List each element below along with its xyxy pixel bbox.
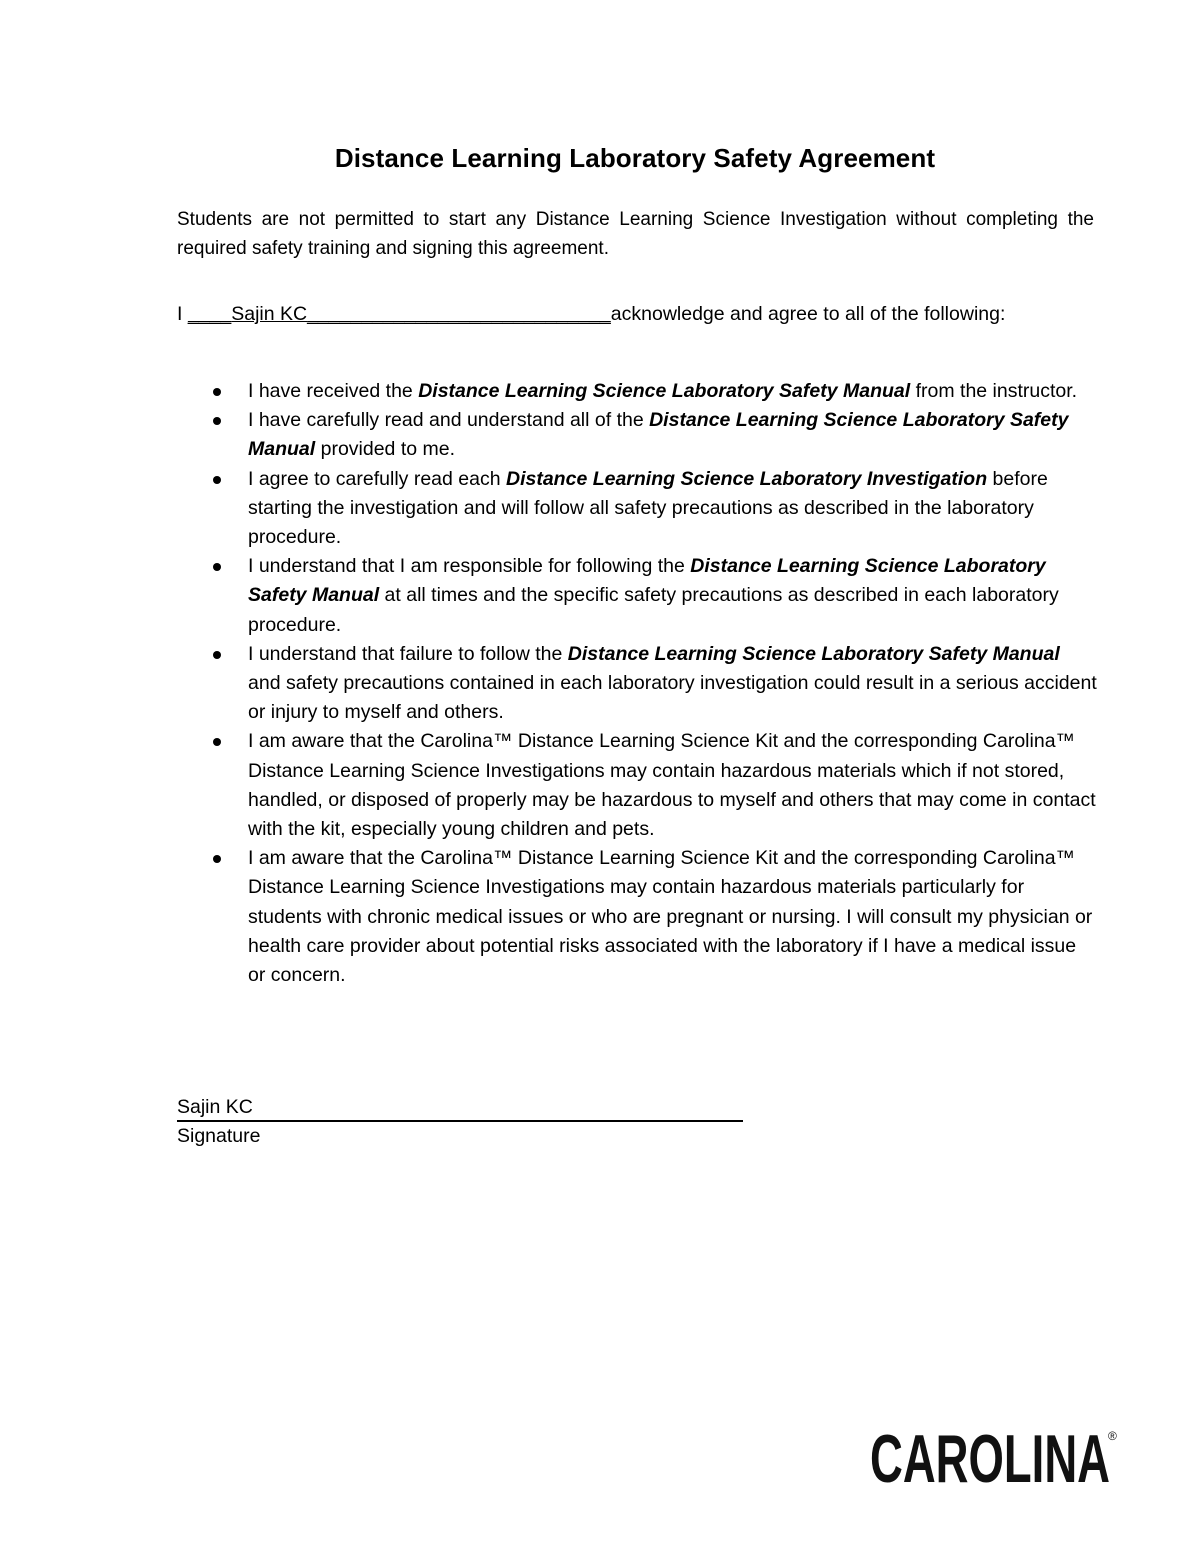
list-item <box>177 640 1097 728</box>
list-item <box>177 552 1097 640</box>
agreement-list <box>177 377 1097 990</box>
ack-suffix: acknowledge and agree to all of the following: <box>610 303 1006 325</box>
item-text-after: from the instructor. <box>910 380 1078 402</box>
item-emphasis: Distance Learning Science Laboratory Safety Manual <box>418 380 911 402</box>
carolina-logo-icon <box>868 1420 1128 1495</box>
bullet-icon <box>213 651 221 659</box>
item-emphasis: Distance Learning Science Laboratory Investigation <box>506 467 988 490</box>
logo-registered-mark: ® <box>1108 1429 1117 1443</box>
item-text: I agree to carefully read each <box>248 467 506 490</box>
item-emphasis: Distance Learning Science Laboratory Safety Manual <box>567 642 1060 665</box>
bullet-icon <box>213 563 221 571</box>
item-text: I understand that I am responsible for following the <box>248 555 691 578</box>
signature-line <box>177 1094 743 1122</box>
item-emphasis: Distance Learning Science Laboratory Safety Manual <box>248 409 1069 461</box>
bullet-icon <box>213 855 221 863</box>
bullet-icon <box>213 417 221 425</box>
acknowledgement-line <box>177 300 1117 329</box>
logo-wordmark: CAROLINA <box>870 1421 1110 1495</box>
bullet-icon <box>213 476 221 484</box>
list-item <box>177 727 1097 844</box>
intro-paragraph: Students are not permitted to start any Distance Learning Science Investigation without completing the required safety training and signing this agreement. <box>177 209 1094 259</box>
bullet-icon <box>213 388 221 396</box>
ack-prefix: I <box>177 303 188 325</box>
item-text: I understand that failure to follow the <box>248 642 568 665</box>
item-text-after: before starting the investigation and will follow all safety precautions as described in the laboratory procedure. <box>248 467 1048 549</box>
ack-blank-after: ____________________________ <box>307 303 611 325</box>
item-text: I am aware that the Carolina™ Distance Learning Science Kit and the corresponding Carolina™ Distance Learning Science Investigations may contain hazardous materials which if not stored, handled, or disposed of properly may be hazardous to myself and others that may come in contact with the kit, especially young children and pets. <box>248 730 1096 841</box>
list-item <box>177 377 1097 406</box>
signature-name: Sajin KC <box>177 1096 253 1118</box>
list-item <box>177 465 1097 553</box>
item-text-after: provided to me. <box>315 438 456 461</box>
carolina-logo-svg <box>868 1420 1128 1495</box>
document-title: Distance Learning Laboratory Safety Agreement <box>334 143 936 173</box>
item-text-after: and safety precautions contained in each laboratory investigation could result in a serious accident or injury to myself and others. <box>248 672 1097 724</box>
ack-name-field <box>188 303 611 325</box>
signature-caption: Signature <box>177 1125 261 1147</box>
list-item <box>177 844 1097 990</box>
item-emphasis: Distance Learning Science Laboratory Safety Manual <box>248 555 1046 607</box>
ack-student-name: Sajin KC <box>231 303 308 325</box>
item-text: I am aware that the Carolina™ Distance Learning Science Kit and the corresponding Carolina™ Distance Learning Science Investigations may contain hazardous materials particularly for students with chronic medical issues or who are pregnant or nursing. I will consult my physician or health care provider about potential risks associated with the laboratory if I have a medical issue or concern. <box>248 847 1093 987</box>
item-text: I have received the <box>248 380 419 402</box>
list-item <box>177 406 1097 464</box>
item-text-after: at all times and the specific safety precautions as described in each laboratory procedure. <box>248 584 1059 636</box>
item-text: I have carefully read and understand all of the <box>248 409 650 432</box>
bullet-icon <box>213 738 221 746</box>
ack-blank-before: ____ <box>187 303 232 325</box>
